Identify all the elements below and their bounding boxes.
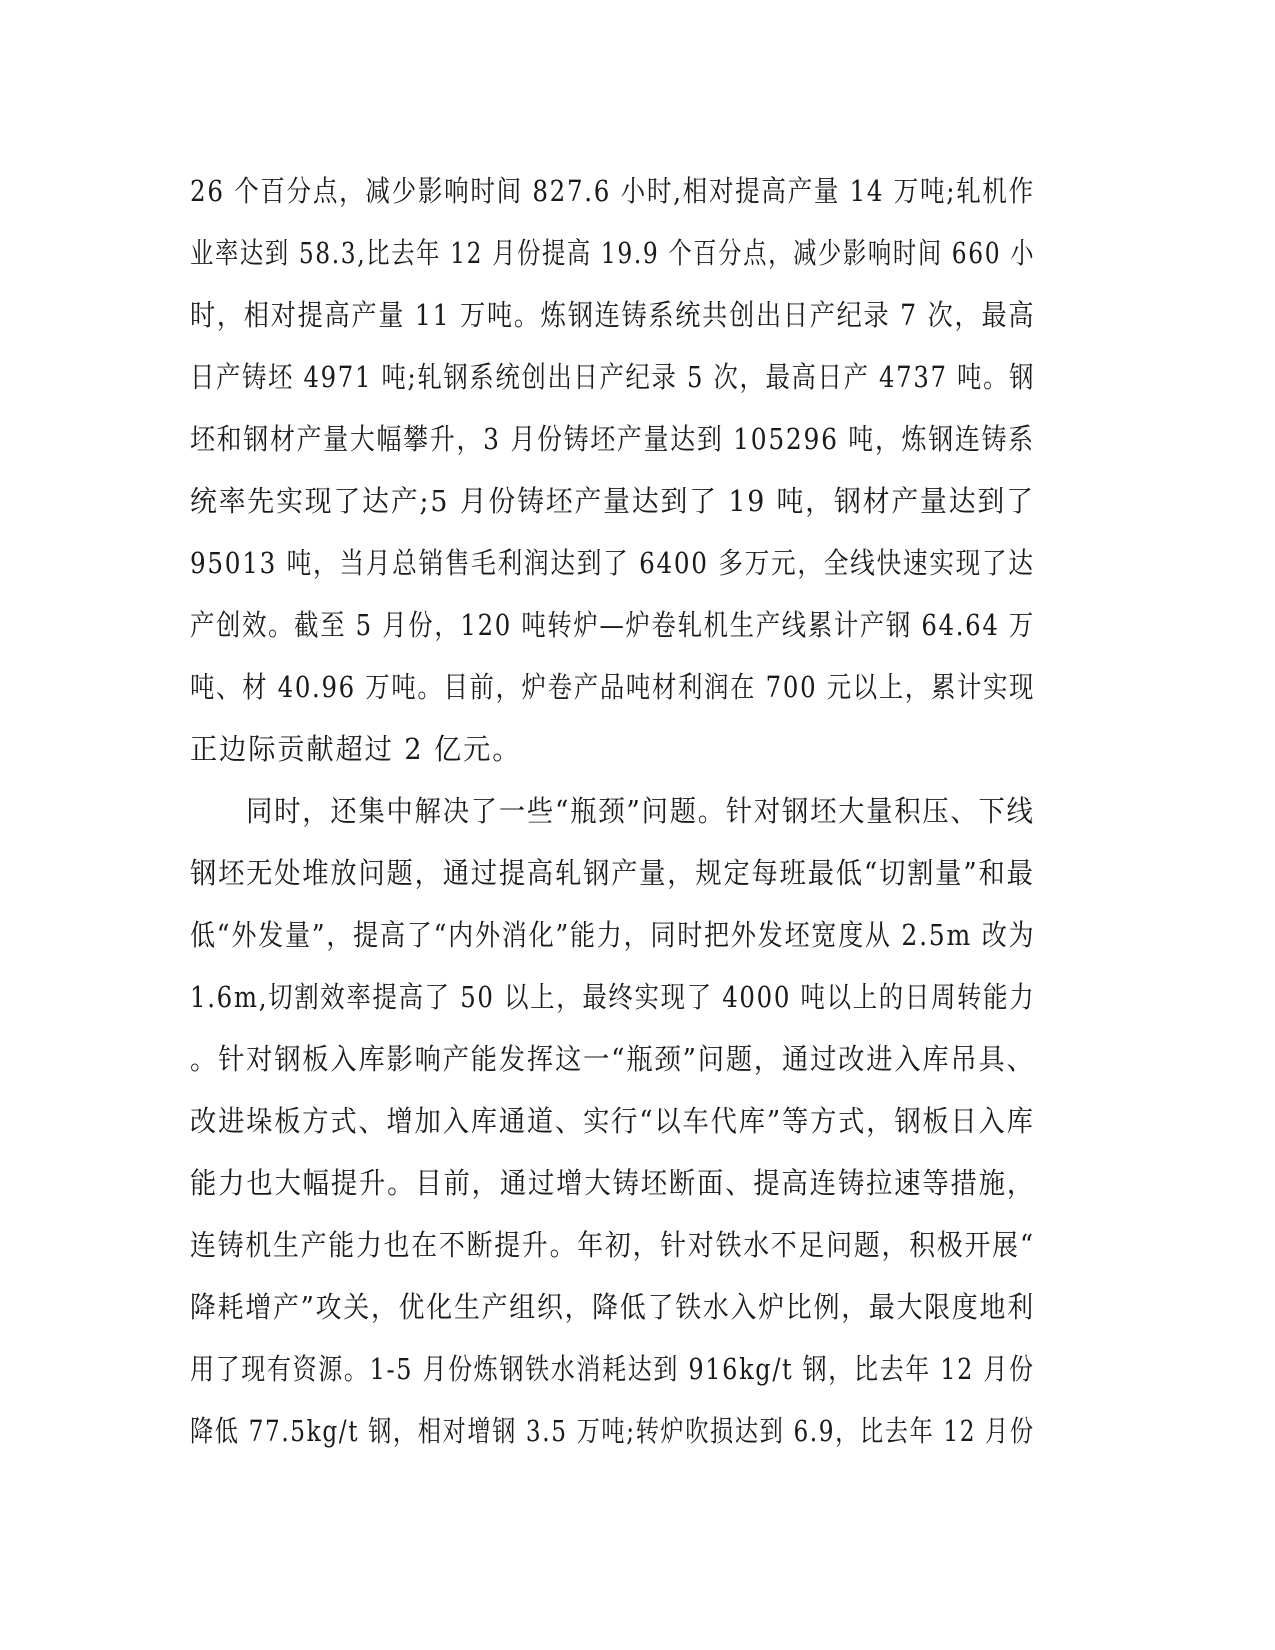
text-line: 1.6m,切割效率提高了 50 以上，最终实现了 4000 吨以上的日周转能力	[190, 980, 1036, 1014]
text-line: 能力也大幅提升。目前，通过增大铸坯断面、提高连铸拉速等措施，	[190, 1166, 1036, 1200]
text-line: 坯和钢材产量大幅攀升，3 月份铸坯产量达到 105296 吨，炼钢连铸系	[190, 422, 1035, 456]
text-line: 时，相对提高产量 11 万吨。炼钢连铸系统共创出日产纪录 7 次，最高	[190, 298, 1036, 332]
text-line: 产创效。截至 5 月份，120 吨转炉—炉卷轧机生产线累计产钢 64.64 万	[190, 608, 1035, 642]
text-line: 钢坯无处堆放问题，通过提高轧钢产量，规定每班最低“切割量”和最	[190, 856, 1035, 890]
text-line: 降耗增产”攻关，优化生产组织，降低了铁水入炉比例，最大限度地利	[190, 1290, 1035, 1324]
text-line: 统率先实现了达产;5 月份铸坯产量达到了 19 吨，钢材产量达到了	[190, 484, 1035, 518]
text-line: 连铸机生产能力也在不断提升。年初，针对铁水不足问题，积极开展“	[190, 1228, 1035, 1262]
text-line: 低“外发量”，提高了“内外消化”能力，同时把外发坯宽度从 2.5m 改为	[190, 918, 1036, 952]
text-line: 日产铸坯 4971 吨;轧钢系统创出日产纪录 5 次，最高日产 4737 吨。钢	[190, 360, 1036, 394]
body-text	[190, 160, 1090, 1462]
text-line: 95013 吨，当月总销售毛利润达到了 6400 多万元，全线快速实现了达	[190, 546, 1035, 580]
text-line: 26 个百分点，减少影响时间 827.6 小时,相对提高产量 14 万吨;轧机作	[190, 174, 1035, 208]
text-line: 。针对钢板入库影响产能发挥这一“瓶颈”问题，通过改进入库吊具、	[190, 1042, 1035, 1076]
text-line: 正边际贡献超过 2 亿元。	[190, 732, 522, 766]
text-line: 降低 77.5kg/t 钢，相对增钢 3.5 万吨;转炉吹损达到 6.9，比去年 12 月份	[190, 1414, 1035, 1448]
text-line: 吨、材 40.96 万吨。目前，炉卷产品吨材利润在 700 元以上，累计实现	[190, 670, 1036, 704]
text-line: 改进垛板方式、增加入库通道、实行“以车代库”等方式，钢板日入库	[190, 1104, 1035, 1138]
text-line: 用了现有资源。1-5 月份炼钢铁水消耗达到 916kg/t 钢，比去年 12 月份	[190, 1352, 1035, 1386]
text-line: 同时，还集中解决了一些“瓶颈”问题。针对钢坯大量积压、下线	[190, 794, 1035, 828]
text-line: 业率达到 58.3,比去年 12 月份提高 19.9 个百分点，减少影响时间 660 小	[190, 236, 1036, 270]
